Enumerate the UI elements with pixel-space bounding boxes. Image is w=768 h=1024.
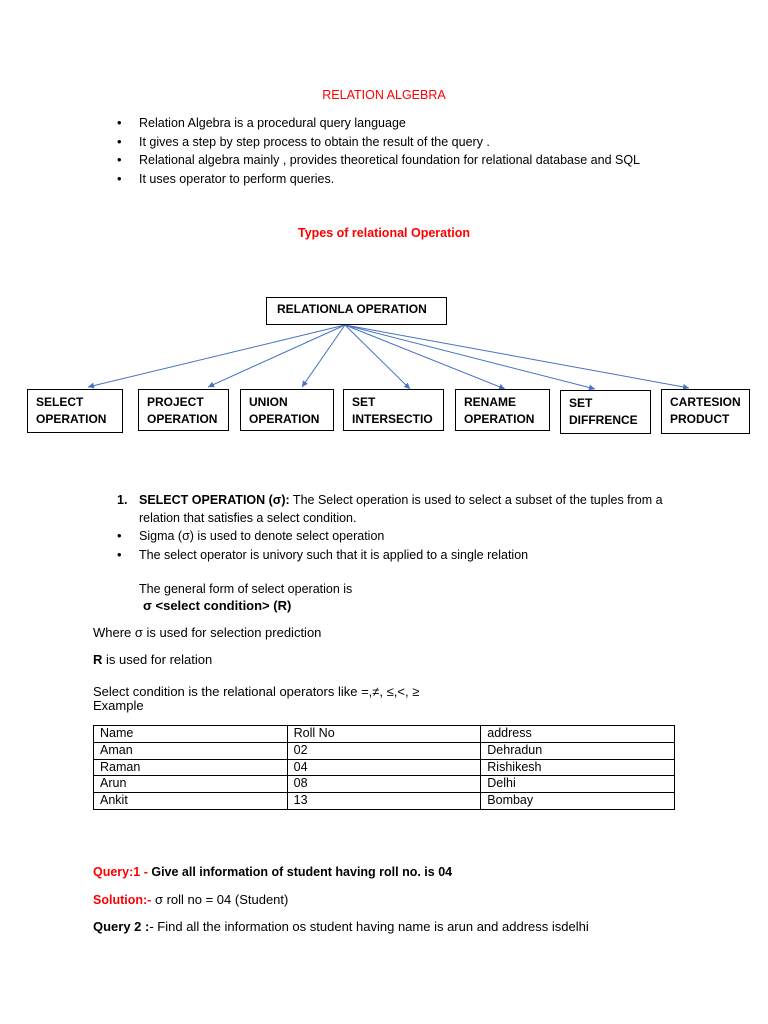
table-header-cell: Name bbox=[94, 726, 288, 743]
diagram-box-select bbox=[27, 389, 123, 433]
table-header-cell: Roll No bbox=[287, 726, 481, 743]
page-title: RELATION ALGEBRA bbox=[322, 88, 446, 102]
condition-text: Select condition is the relational operators like =,≠, ≤,<, ≥ bbox=[93, 684, 420, 699]
table-cell: 02 bbox=[287, 742, 481, 759]
solution-label: Solution:- bbox=[93, 893, 152, 907]
select-heading-continuation: relation that satisfies a select condition. bbox=[139, 511, 357, 525]
table-cell: Arun bbox=[94, 776, 288, 793]
list-item: • Sigma (σ) is used to denote select operation bbox=[117, 527, 528, 546]
diagram-box-line: SET bbox=[569, 396, 593, 410]
diagram-box-line: PROJECT bbox=[147, 395, 204, 409]
arrow-to-rename bbox=[345, 325, 505, 389]
query1-label: Query:1 - bbox=[93, 865, 148, 879]
diagram-box-project bbox=[138, 389, 229, 431]
table-cell: Aman bbox=[94, 742, 288, 759]
table-cell: Dehradun bbox=[481, 742, 675, 759]
arrow-to-difference bbox=[345, 325, 595, 389]
select-section-heading bbox=[139, 491, 699, 509]
select-heading-bold: SELECT OPERATION (σ): bbox=[139, 493, 290, 507]
list-item: • Relation Algebra is a procedural query language bbox=[117, 114, 640, 133]
diagram-box-line: UNION bbox=[249, 395, 288, 409]
student-table bbox=[93, 725, 675, 810]
table-header-cell: address bbox=[481, 726, 675, 743]
arrow-to-intersection bbox=[345, 325, 410, 389]
table-row bbox=[94, 759, 675, 776]
r-description: is used for relation bbox=[102, 652, 213, 667]
r-symbol: R bbox=[93, 652, 103, 667]
diagram-root-label: RELATIONLA OPERATION bbox=[277, 302, 427, 316]
list-item: • Relational algebra mainly , provides theoretical foundation for relational database and SQL bbox=[117, 151, 640, 170]
example-label: Example bbox=[93, 698, 144, 713]
arrow-to-cartesian bbox=[345, 325, 689, 388]
query2-text: - Find all the information os student having name is arun and address isdelhi bbox=[149, 919, 589, 934]
diagram-arrows bbox=[0, 0, 768, 450]
diagram-box-line: INTERSECTIO bbox=[352, 412, 433, 426]
list-item: • It uses operator to perform queries. bbox=[117, 170, 640, 189]
r-relation-text bbox=[93, 652, 212, 667]
diagram-box-line: DIFFRENCE bbox=[569, 413, 638, 427]
diagram-box-line: SET bbox=[352, 395, 376, 409]
table-cell: 13 bbox=[287, 793, 481, 810]
diagram-box-cartesian bbox=[661, 389, 750, 434]
diagram-box-rename bbox=[455, 389, 550, 431]
general-form-text: The general form of select operation is bbox=[139, 582, 353, 596]
arrow-to-select bbox=[88, 325, 345, 387]
table-cell: Bombay bbox=[481, 793, 675, 810]
diagram-box-line: RENAME bbox=[464, 395, 517, 409]
select-section-number bbox=[117, 491, 127, 509]
query2-label: Query 2 : bbox=[93, 919, 150, 934]
solution-line bbox=[93, 892, 288, 907]
diagram-box-union bbox=[240, 389, 334, 431]
select-bullet-list bbox=[117, 527, 528, 564]
table-header-row bbox=[94, 726, 675, 743]
types-heading: Types of relational Operation bbox=[297, 226, 471, 240]
where-sigma-text: Where σ is used for selection prediction bbox=[93, 625, 322, 640]
table-cell: 04 bbox=[287, 759, 481, 776]
arrow-to-project bbox=[208, 325, 345, 387]
diagram-box-difference bbox=[560, 390, 651, 434]
diagram-box-line: OPERATION bbox=[36, 412, 107, 426]
solution-text: σ roll no = 04 (Student) bbox=[151, 892, 289, 907]
table-cell: Rishikesh bbox=[481, 759, 675, 776]
table-cell: Delhi bbox=[481, 776, 675, 793]
diagram-box-line: OPERATION bbox=[147, 412, 218, 426]
query1-line bbox=[93, 865, 452, 879]
section-number: 1. bbox=[117, 493, 128, 507]
table-row bbox=[94, 742, 675, 759]
diagram-box-line: PRODUCT bbox=[670, 412, 730, 426]
select-formula: σ <select condition> (R) bbox=[143, 598, 292, 613]
query2-line bbox=[93, 919, 589, 934]
query1-text: Give all information of student having roll no. is 04 bbox=[147, 865, 453, 879]
diagram-box-line: OPERATION bbox=[249, 412, 320, 426]
table-row bbox=[94, 793, 675, 810]
list-item: • The select operator is univory such that it is applied to a single relation bbox=[117, 546, 528, 565]
table-cell: Raman bbox=[94, 759, 288, 776]
select-heading-text: The Select operation is used to select a subset of the tuples from a bbox=[289, 493, 663, 507]
diagram-root-box bbox=[266, 297, 447, 325]
list-item: • It gives a step by step process to obtain the result of the query . bbox=[117, 133, 640, 152]
table-cell: Ankit bbox=[94, 793, 288, 810]
diagram-box-line: OPERATION bbox=[464, 412, 535, 426]
table-cell: 08 bbox=[287, 776, 481, 793]
diagram-box-line: CARTESION bbox=[670, 395, 741, 409]
table-row bbox=[94, 776, 675, 793]
diagram-box-intersection bbox=[343, 389, 444, 431]
diagram-box-line: SELECT bbox=[36, 395, 84, 409]
